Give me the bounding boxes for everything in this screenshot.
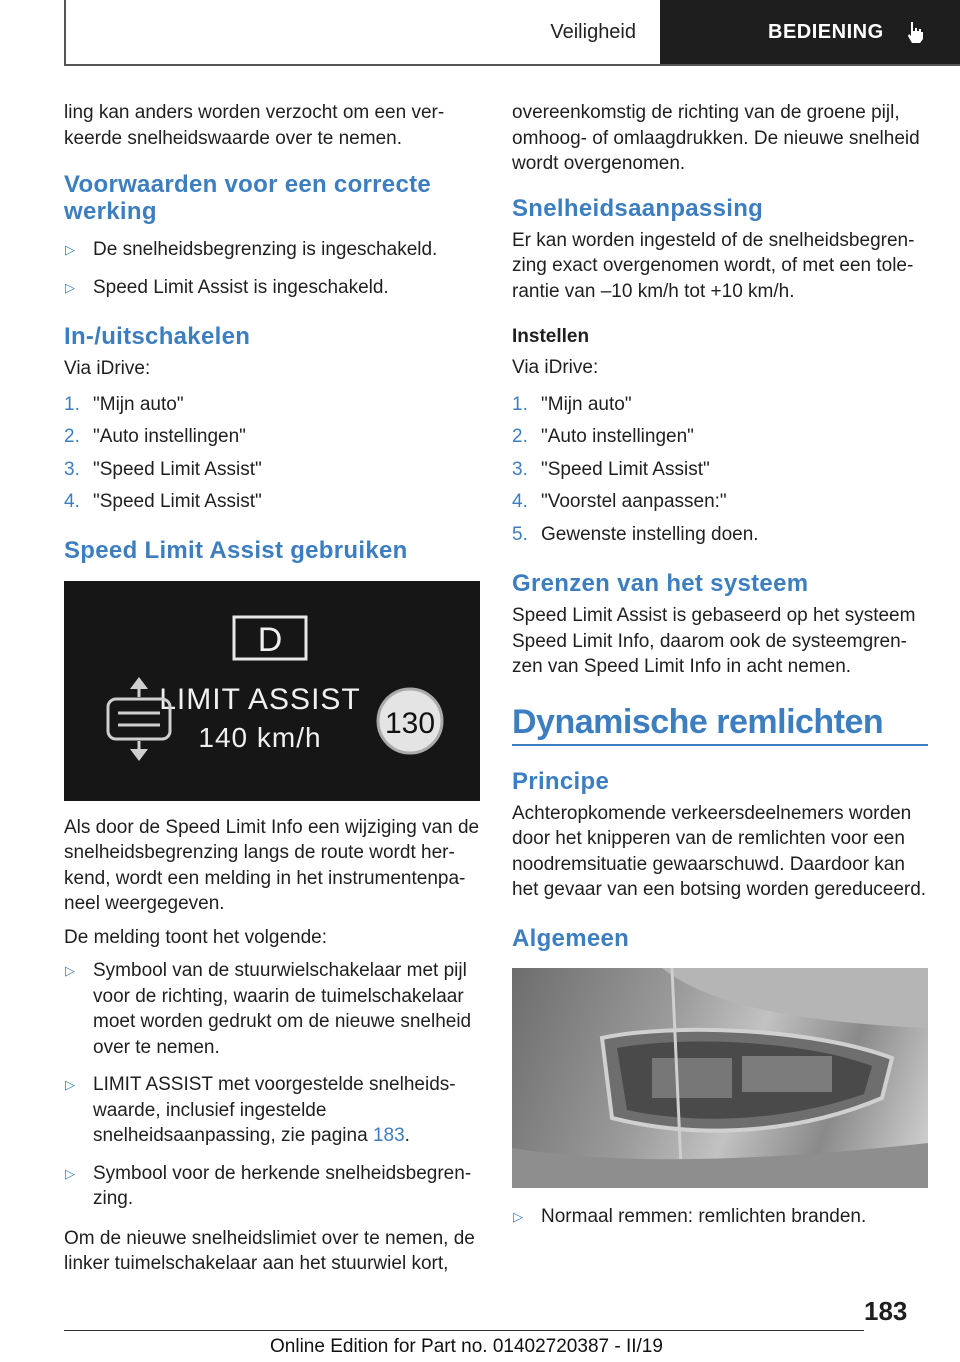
continuation-text: overeenkomstig de richting van de groene pijl, omhoog- of omlaagdrukken. De nieuwe snelheid wordt overgenomen. bbox=[512, 102, 920, 174]
left-column bbox=[64, 100, 480, 1277]
page-link[interactable]: 183 bbox=[372, 1125, 405, 1146]
grenzen-text: Speed Limit Assist is gebaseerd op het systeem Speed Limit Info, daarom ook de systeemgrenzen van Speed Limit Info in acht nemen. bbox=[512, 605, 916, 677]
list-item: 4. "Voorstel aanpassen:" bbox=[512, 491, 727, 512]
list-item: 1. "Mijn auto" bbox=[512, 393, 632, 415]
para-melding-toont: De melding toont het volgende: bbox=[64, 926, 328, 948]
list-item: 1. "Mijn auto" bbox=[64, 393, 184, 415]
remlichten-list bbox=[512, 1204, 928, 1230]
steps-list bbox=[64, 392, 480, 515]
via-idrive: Via iDrive: bbox=[64, 358, 151, 379]
right-column bbox=[512, 100, 928, 1229]
limit-assist-label: LIMIT ASSIST bbox=[159, 682, 361, 716]
heading-algemeen: Algemeen bbox=[512, 924, 630, 952]
melding-list bbox=[64, 958, 480, 1212]
list-item: 5. Gewenste instelling doen. bbox=[512, 523, 759, 545]
chapter-label: BEDIENING bbox=[768, 20, 884, 43]
triangle-bullet-icon: ▷ bbox=[65, 279, 75, 295]
arrow-down-icon bbox=[130, 749, 148, 761]
page-number: 183 bbox=[864, 1296, 908, 1326]
heading-principe: Principe bbox=[512, 767, 610, 795]
heading-gebruiken: Speed Limit Assist gebruiken bbox=[64, 536, 408, 564]
triangle-bullet-icon: ▷ bbox=[65, 963, 75, 978]
heading-dynamische-remlichten: Dynamische remlichten bbox=[512, 702, 884, 741]
triangle-bullet-icon: ▷ bbox=[65, 1077, 75, 1092]
heading-in-uitschakelen: In-/uitschakelen bbox=[64, 323, 251, 350]
hand-pointer-icon bbox=[902, 19, 928, 45]
footer-rule bbox=[64, 1330, 864, 1331]
heading-grenzen: Grenzen van het systeem bbox=[512, 570, 809, 597]
via-idrive: Via iDrive: bbox=[512, 357, 599, 378]
speed-sign-value: 130 bbox=[384, 706, 436, 740]
list-item: ▷ Speed Limit Assist is ingeschakeld. bbox=[64, 275, 480, 301]
tail-light-illustration bbox=[512, 968, 928, 1188]
list-item: ▷ Normaal remmen: remlichten branden. bbox=[512, 1204, 928, 1230]
footer-edition: Online Edition for Part no. 01402720387 - II/19 bbox=[270, 1336, 663, 1357]
list-item: ▷ De snelheidsbegrenzing is ingeschakeld. bbox=[64, 237, 480, 263]
limit-assist-display bbox=[64, 581, 480, 801]
list-item: ▷ LIMIT ASSIST met voorgestelde snelheidswaarde, inclusief ingestelde snelheidsaanpassing, zie pagina 183. bbox=[65, 1074, 456, 1146]
tail-light-photo bbox=[512, 968, 928, 1188]
heading-voorwaarden: Voorwaarden voor een correcte werking bbox=[64, 171, 432, 225]
para-melding: Als door de Speed Limit Info een wijziging van de snelheidsbegrenzing langs de route wordt herkend, wordt een melding in het instrumentenpaneel weergegeven. bbox=[64, 816, 480, 914]
list-item: ▷ Symbool voor de herkende snelheidsbegrenzing. bbox=[65, 1162, 472, 1209]
principe-text: Achteropkomende verkeersdeelnemers worden door het knipperen van de remlichten voor een noodremsituatie gewaarschuwd. Daardoor kan het gevaar van een botsing worden gereduceerd. bbox=[512, 802, 927, 900]
header-rule bbox=[64, 0, 66, 64]
steps-list bbox=[512, 392, 928, 548]
para-overnemen: Om de nieuwe snelheidslimiet over te nemen, de linker tuimelschakelaar aan het stuurwiel kort, bbox=[64, 1227, 475, 1274]
header-underline bbox=[64, 64, 960, 66]
header-chapter-tab bbox=[660, 0, 960, 64]
intro-text: ling kan anders worden verzocht om een verkeerde snelheidswaarde over te nemen. bbox=[64, 102, 445, 149]
gear-indicator: D bbox=[257, 620, 283, 659]
list-item: 3. "Speed Limit Assist" bbox=[64, 458, 262, 480]
list-item: 2. "Auto instellingen" bbox=[512, 426, 694, 447]
instrument-cluster-image bbox=[64, 581, 480, 801]
list-item: ▷ Symbool van de stuurwielschakelaar met pijl voor de richting, waarin de tuimelschakelaar moet worden gedrukt om de nieuwe snelheid over te nemen. bbox=[65, 960, 472, 1058]
header-section-title: Veiligheid bbox=[550, 20, 636, 43]
heading-instellen: Instellen bbox=[512, 326, 590, 347]
list-item: 4. "Speed Limit Assist" bbox=[64, 491, 262, 512]
heading-snelheidsaanpassing: Snelheidsaanpassing bbox=[512, 194, 764, 222]
triangle-bullet-icon: ▷ bbox=[513, 1208, 523, 1224]
limit-assist-speed: 140 km/h bbox=[198, 721, 322, 753]
list-item: 2. "Auto instellingen" bbox=[64, 426, 246, 447]
triangle-bullet-icon: ▷ bbox=[65, 1165, 75, 1181]
voorwaarden-list bbox=[64, 237, 480, 300]
arrow-up-icon bbox=[130, 677, 148, 689]
triangle-bullet-icon: ▷ bbox=[65, 242, 75, 257]
list-item: 3. "Speed Limit Assist" bbox=[512, 458, 710, 480]
aanpassing-text: Er kan worden ingesteld of de snelheidsbegrenzing exact overgenomen wordt, of met een tolerantie van –10 km/h tot +10 km/h. bbox=[512, 229, 915, 302]
